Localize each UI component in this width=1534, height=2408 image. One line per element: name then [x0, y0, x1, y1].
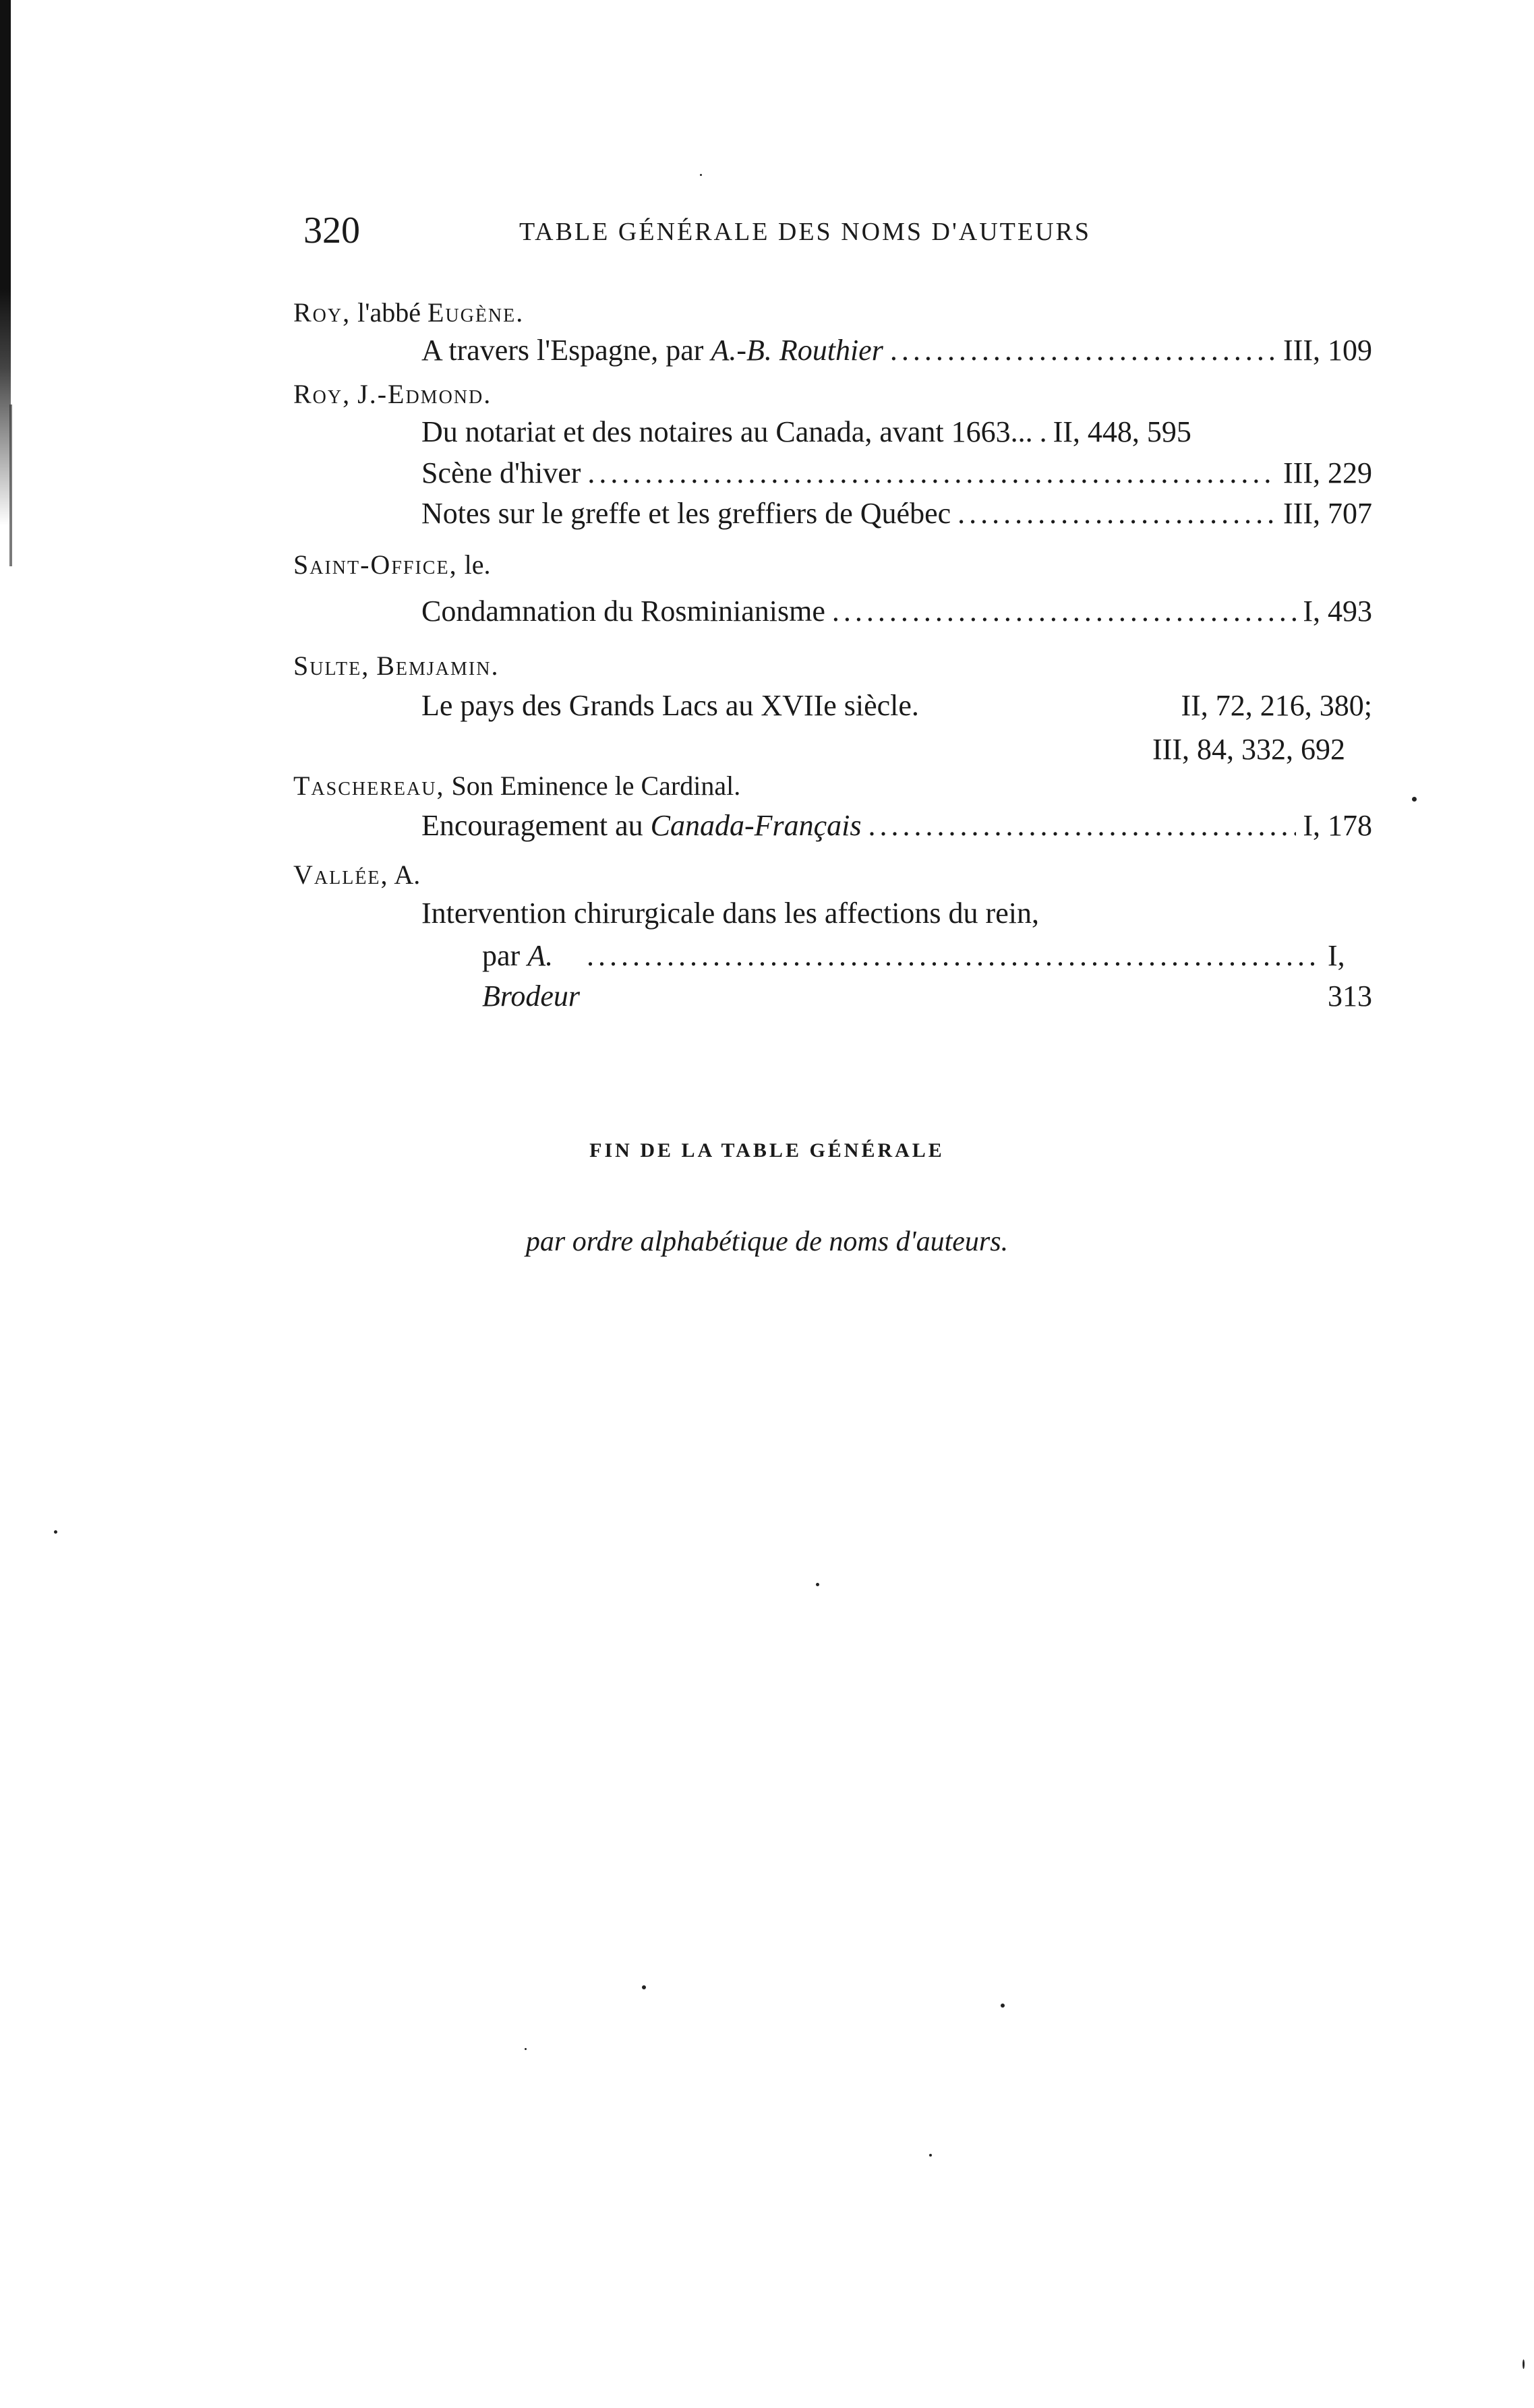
author-given-name: J.-Edmond.: [357, 379, 492, 409]
author-surname: Sulte,: [293, 651, 370, 681]
work-title: Notes sur le greffe et les greffiers de Québec: [421, 497, 951, 530]
work-entry: [293, 329, 1372, 371]
author-entry: [293, 378, 1372, 411]
author-given-name: Bemjamin.: [376, 651, 500, 681]
speck: [929, 2154, 932, 2157]
speck: [1523, 2359, 1525, 2369]
leader-dots: [1040, 411, 1046, 453]
author-entry: [293, 297, 1372, 329]
speck: [642, 1985, 646, 1989]
work-entry: [293, 581, 1372, 642]
leader-dots: [832, 581, 1296, 642]
work-title: Scène d'hiver: [421, 456, 581, 489]
author-qualifier: A.: [394, 860, 421, 890]
author-entry: [293, 859, 1372, 891]
work-title: Intervention chirurgicale dans les affections du rein,: [421, 897, 1039, 930]
author-surname: Saint-Office,: [293, 549, 458, 580]
speck: [816, 1583, 819, 1586]
work-title: Du notariat et des notaires au Canada, avant 1663...: [421, 415, 1033, 448]
speck: [1001, 2004, 1005, 2008]
speck: [525, 2048, 527, 2050]
author-entry: [293, 650, 1372, 682]
work-ref-continuation: III, 84, 332, 692: [1152, 733, 1345, 766]
leader-dots: [868, 802, 1297, 849]
volume-page-ref: II, 72, 216, 380;: [1181, 689, 1372, 722]
colophon-subtitle: par ordre alphabétique de noms d'auteurs.: [525, 1226, 1009, 1257]
work-title-italic: A.-B. Routhier: [711, 334, 883, 367]
volume-page-ref: I, 178: [1303, 809, 1372, 842]
author-qualifier: Son Eminence le Cardinal.: [451, 771, 741, 801]
author-surname: Vallée,: [293, 860, 389, 890]
author-qualifier: le.: [464, 549, 491, 580]
author-surname: Roy,: [293, 297, 351, 328]
work-title: A travers l'Espagne, par A.-B. Routhier: [421, 334, 883, 367]
volume-page-ref: III, 229: [1283, 456, 1372, 489]
work-entry: [293, 802, 1372, 849]
volume-page-ref: II, 448, 595: [1053, 415, 1191, 448]
work-title: Le pays des Grands Lacs au XVIIe siècle.: [421, 689, 919, 722]
speck: [1412, 797, 1417, 802]
work-title-italic: Canada-Français: [650, 809, 862, 842]
page-number: 320: [303, 210, 360, 251]
work-entry: [293, 493, 1372, 534]
work-continuation-text: par A. Brodeur: [482, 939, 581, 1013]
work-title: Encouragement au Canada-Français: [421, 809, 862, 842]
page-header: [303, 209, 1372, 263]
volume-page-ref: III, 109: [1283, 334, 1372, 367]
running-title: TABLE GÉNÉRALE DES NOMS D'AUTEURS: [519, 218, 1092, 246]
volume-page-ref: I, 313: [1328, 939, 1372, 1013]
author-given-name: Eugène.: [427, 297, 525, 328]
author-entry: [293, 770, 1372, 802]
author-qualifier: l'abbé: [357, 297, 421, 328]
binding-mark: [9, 404, 12, 566]
work-entry: [293, 891, 1372, 936]
author-index: [293, 290, 1372, 1013]
volume-page-ref: I, 493: [1303, 595, 1372, 628]
author-entry: [293, 549, 1372, 581]
leader-dots: [587, 453, 1276, 493]
speck: [700, 174, 702, 176]
work-continuation: [293, 936, 1372, 1013]
author-surname: Taschereau,: [293, 771, 445, 801]
work-title: Condamnation du Rosminianisme: [421, 595, 825, 628]
volume-page-ref: III, 707: [1283, 497, 1372, 530]
leader-dots: [587, 936, 1321, 976]
leader-dots: [957, 493, 1276, 534]
work-entry: [293, 453, 1372, 493]
leader-dots: [890, 329, 1276, 371]
speck: [54, 1530, 57, 1534]
author-surname: Roy,: [293, 379, 351, 409]
work-entry: [293, 682, 1372, 729]
colophon-title: FIN DE LA TABLE GÉNÉRALE: [589, 1139, 945, 1162]
work-entry: [293, 411, 1372, 453]
work-title-italic: A. Brodeur: [482, 939, 581, 1013]
